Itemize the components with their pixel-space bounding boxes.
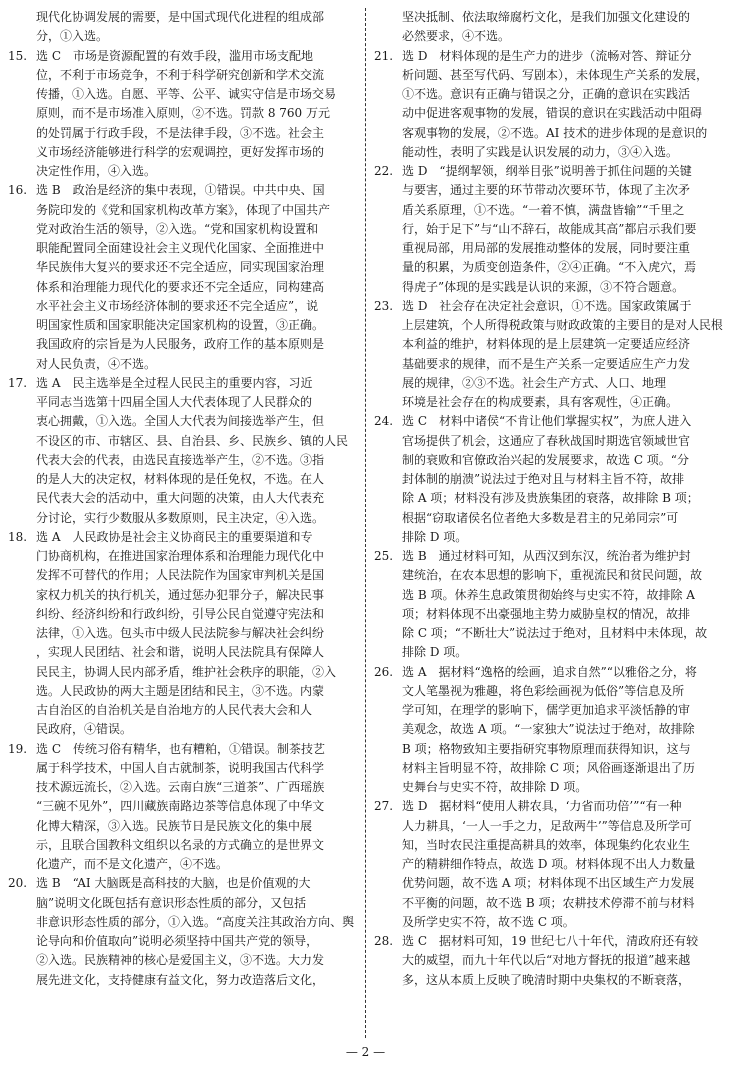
text-line: 建统治，在农本思想的影响下，重视流民和贫民问题，故	[402, 568, 703, 583]
question-number: 17.	[8, 375, 28, 390]
question-number: 26.	[374, 664, 394, 679]
text-line: 及所学史实不符，故不选 C 项。	[402, 914, 575, 929]
text-line: 行，始于足下”与“山不辞石，故能成其高”都启示我们要	[402, 221, 697, 236]
text-line: 义市场经济能够进行科学的宏观调控，更好发挥市场的	[36, 144, 325, 159]
text-line: 客观事物的发展，②不选。AI 技术的进步体现的是意识的	[402, 125, 708, 140]
text-line: 选 B “AI 大脑既是高科技的大脑，也是价值观的大	[36, 876, 311, 891]
text-line: 华民族伟大复兴的要求还不完全适应，同实现国家治理	[36, 260, 325, 275]
answer-item	[8, 181, 357, 374]
text-line: 不设区的市、市辖区、县、自治县、乡、民族乡、镇的人民	[36, 433, 349, 448]
left-column	[8, 8, 357, 1038]
text-line: 不平衡的问题，故不选 B 项；农耕技术停滞不前与材料	[402, 895, 695, 910]
text-line: 明国家性质和国家职能决定国家机构的设置，③正确。	[36, 318, 325, 332]
text-line: 学可知，在理学的影响下，儒学更加追求平淡恬静的审	[402, 703, 691, 717]
question-number: 21.	[374, 48, 394, 63]
text-line: 环境是社会存在的构成要素，具有客观性，④正确。	[402, 395, 679, 409]
text-line: 盾关系原理，①不选。“一着不慎，满盘皆输”“千里之	[402, 202, 685, 217]
text-line: 我国政府的宗旨是为人民服务，政府工作的基本原则是	[36, 337, 325, 352]
text-line: 排除 D 项。	[402, 529, 468, 544]
text-line: 封体制的崩溃”说法过于绝对且与材料主旨不符，故排	[402, 472, 685, 486]
text-line: 选 C 市场是资源配置的有效手段，滥用市场支配地	[36, 48, 313, 63]
answer-item	[8, 528, 357, 740]
text-line: 选 B 项。休养生息政策贯彻始终与史实不符，故排除 A	[402, 587, 695, 602]
answer-item	[8, 740, 357, 875]
text-line: 发挥不可替代的作用；人民法院作为国家审判机关是国	[36, 568, 325, 583]
answer-first-line	[374, 47, 723, 66]
text-line: 必然要求，④不选。	[402, 29, 511, 44]
text-line: 材料主旨明显不符，故排除 C 项；风俗画逐渐退出了历	[402, 760, 695, 775]
text-line: 选 B 政治是经济的集中表现，①错误。中共中央、国	[36, 183, 325, 198]
text-line: 除 C 项；“不断壮大”说法过于绝对，且材料中未体现，故	[402, 626, 708, 640]
answer-first-line	[374, 412, 723, 431]
answer-item	[374, 547, 723, 663]
answer-item	[374, 47, 723, 163]
text-line: 传播，①入选。自愿、平等、公平、诚实守信是市场交易	[36, 87, 337, 101]
text-line: 分讨论，实行少数服从多数原则，民主决定，④入选。	[36, 510, 325, 525]
question-number: 20.	[8, 876, 28, 891]
text-line: 基础要求的规律，而不是生产关系一定要适应生产力发	[402, 356, 691, 371]
text-line: 选 D 社会存在决定社会意识，①不选。国家政策属于	[402, 298, 692, 313]
text-line: 法律，①入选。包头市中级人民法院参与解决社会纠纷	[36, 626, 325, 640]
text-line: 水平社会主义市场经济体制的要求还不完全适应”，说	[36, 298, 319, 313]
text-line: 民政府，④错误。	[36, 722, 133, 737]
text-line: 选 B 通过材料可知，从西汉到东汉，统治者为维护封	[402, 549, 691, 563]
text-line: 优势问题，故不选 A 项；材料体现不出区域生产力发展	[402, 876, 695, 891]
answer-item	[374, 932, 723, 990]
text-line: 现代化协调发展的需要，是中国式现代化进程的组成部	[36, 10, 325, 24]
text-line: B 项；格物致知主要指研究事物原理而获得知识，这与	[402, 741, 691, 756]
text-line: 对人民负责，④不选。	[36, 356, 157, 371]
answer-first-line	[374, 297, 723, 316]
text-line: 重视局部，用局部的发展推动整体的发展，同时要注重	[402, 241, 691, 255]
question-number: 16.	[8, 183, 28, 198]
text-line: 本利益的维护，材料体现的是上层建筑一定要适应经济	[402, 337, 691, 352]
text-line: 化遗产，而不是文化遗产，④不选。	[36, 857, 229, 871]
text-line: 民民主，协调人民内部矛盾，维护社会秩序的职能，②入	[36, 664, 337, 679]
text-line: ①不选。意识有正确与错误之分，正确的意识在实践活	[402, 87, 691, 101]
text-line: 选 A 据材料“逸格的绘画，追求自然”“以雅俗之分，将	[402, 664, 697, 679]
question-number: 23.	[374, 298, 394, 313]
text-line: 项；材料体现不出豪强地主势力威胁皇权的情况，故排	[402, 606, 691, 621]
text-line: ②入选。民族精神的核心是爱国主义，③不选。大力发	[36, 953, 325, 968]
text-line: 衷心拥戴，①入选。全国人大代表为间接选举产生，但	[36, 414, 325, 429]
text-line: 的处罚属于行政手段，不是法律手段，③不选。社会主	[36, 125, 325, 140]
answer-first-line	[374, 663, 723, 682]
answer-item	[374, 297, 723, 413]
answer-first-line	[8, 374, 357, 393]
text-line: 务院印发的《党和国家机构改革方案》，体现了中国共产	[36, 202, 331, 217]
question-number: 19.	[8, 741, 28, 756]
text-line: 选 D 据材料“使用人耕农具，‘力省而功倍’”“有一种	[402, 799, 682, 814]
answer-first-line	[374, 162, 723, 181]
answer-first-line	[8, 47, 357, 66]
text-line: 动中促进客观事物的发展，错误的意识在实践活动中阻碍	[402, 106, 703, 121]
text-line: 党对政治生活的领导，②入选。“党和国家机构设置和	[36, 221, 319, 236]
text-line: 文人笔墨视为雅趣，将色彩绘画视为低俗”等信息及所	[402, 683, 685, 698]
text-line: 产的精耕细作特点，故选 D 项。材料体现不出人力数量	[402, 857, 696, 871]
text-line: 职能配置同全面建设社会主义现代化国家、全面推进中	[36, 241, 325, 255]
text-line: 古自治区的自治机关是自治地方的人民代表大会和人	[36, 703, 313, 717]
answer-item	[374, 663, 723, 798]
text-line: 位，不利于市场竞争，不利于科学研究创新和学术交流	[36, 67, 325, 82]
text-line: 论导向和价值取向”说明必须坚持中国共产党的领导，	[36, 934, 319, 948]
right-column	[374, 8, 723, 1038]
text-line: 家权力机关的执行机关，通过惩办犯罪分子，解决民事	[36, 587, 325, 602]
question-number: 28.	[374, 934, 394, 948]
text-line: 化博大精深，③入选。民族节日是民族文化的集中展	[36, 818, 313, 833]
text-line: 除 A 项；材料没有涉及贵族集团的衰落，故排除 B 项；	[402, 491, 699, 506]
answer-first-line	[374, 547, 723, 566]
text-line: ，实现人民团结、社会和谐，说明人民法院具有保障人	[36, 645, 325, 660]
question-number: 24.	[374, 414, 394, 429]
answer-first-line	[374, 797, 723, 816]
answer-item	[8, 47, 357, 182]
answer-first-line	[8, 528, 357, 547]
text-line: 代表大会的代表，由选民直接选举产生，②不选。③指	[36, 452, 325, 467]
continued-text	[8, 8, 357, 47]
text-line: 脑”说明文化既包括有意识形态性质的部分，又包括	[36, 895, 307, 910]
text-line: 制的衰败和官僚政治兴起的发展要求，故选 C 项。“分	[402, 452, 689, 467]
text-line: 坚决抵制、依法取缔腐朽文化，是我们加强文化建设的	[402, 10, 691, 24]
answer-item	[8, 874, 357, 990]
text-line: 选 C 传统习俗有精华，也有糟粕，①错误。制茶技艺	[36, 741, 325, 756]
text-line: 选 D 材料体现的是生产力的进步（流畅对答、辩证分	[402, 48, 692, 63]
text-line: 示，且联合国教科文组织以名录的方式确立的是世界文	[36, 837, 325, 852]
text-line: 决定性作用，④入选。	[36, 164, 157, 178]
text-line: 得虎子”体现的是实践是认识的来源，③不符合题意。	[402, 279, 685, 294]
text-line: 选 D “提纲挈领，纲举目张”说明善于抓住问题的关键	[402, 164, 692, 178]
text-line: 选 A 人民政协是社会主义协商民主的重要渠道和专	[36, 529, 313, 544]
text-line: 能动性，表明了实践是认识发展的动力，③④入选。	[402, 144, 679, 159]
text-line: 与要害，通过主要的环节带动次要环节，体现了主次矛	[402, 183, 691, 198]
text-line: 排除 D 项。	[402, 645, 468, 660]
text-line: 美观念，故选 A 项。“一家独大”说法过于绝对，故排除	[402, 722, 695, 737]
text-line: 析问题、甚至写代码、写剧本），未体现生产关系的发展，	[402, 67, 709, 82]
answer-item	[374, 797, 723, 932]
answer-item	[374, 412, 723, 547]
text-line: 选 A 民主选举是全过程人民民主的重要内容，习近	[36, 375, 313, 390]
text-line: 原则，而不是市场准入原则，②不选。罚款 8 760 万元	[36, 106, 330, 121]
text-line: 选 C 材料中诸侯“不肯让他们掌握实权”，为庶人进入	[402, 414, 692, 429]
question-number: 18.	[8, 529, 28, 544]
column-divider	[365, 8, 366, 1038]
answer-item	[374, 162, 723, 297]
text-line: 非意识形态性质的部分，①入选。“高度关注其政治方向、舆	[36, 914, 355, 929]
question-number: 15.	[8, 48, 28, 63]
text-line: 属于科学技术，中国人自古就制茶，说明我国古代科学	[36, 760, 325, 775]
text-line: 民代表大会的活动中，重大问题的决策，由人大代表充	[36, 491, 325, 506]
text-line: 大的威望，而九十年代以后“对地方督抚的报道”越来越	[402, 953, 691, 968]
answer-first-line	[8, 874, 357, 893]
answer-first-line	[8, 740, 357, 759]
text-line: 多，这从本质上反映了晚清时期中央集权的不断衰落，	[402, 972, 691, 987]
question-number: 27.	[374, 799, 394, 814]
text-line: 知，当时农民注重提高耕具的效率，体现集约化农业生	[402, 837, 691, 852]
text-line: 门协商机构，在推进国家治理体系和治理能力现代化中	[36, 549, 325, 563]
answer-item	[8, 374, 357, 528]
text-line: “三碗不见外”，四川藏族南路边茶等信息体现了中华文	[36, 799, 325, 814]
text-line: 技术源远流长，②入选。云南白族“三道茶”、广西瑶族	[36, 780, 325, 794]
text-line: 的是人大的决定权，材料体现的是任免权，不选。在人	[36, 472, 325, 486]
text-line: 纠纷、经济纠纷和行政纠纷，引导公民自觉遵守宪法和	[36, 606, 325, 621]
page-number: — 2 —	[345, 1045, 386, 1059]
text-line: 官场提供了机会，这通应了春秋战国时期选官领域世官	[402, 433, 691, 448]
text-line: 平同志当选第十四届全国人大代表体现了人民群众的	[36, 395, 313, 409]
question-number: 22.	[374, 164, 394, 178]
text-line: 展的规律，②③不选。社会生产方式、人口、地理	[402, 375, 667, 390]
continued-text	[374, 8, 723, 47]
text-line: 上层建筑，个人所得税政策与财政政策的主要目的是对人民根	[401, 318, 723, 332]
text-line: 量的积累，为质变创造条件，②④正确。“不入虎穴，焉	[402, 260, 697, 275]
text-line: 史舞台与史实不符，故排除 D 项。	[402, 780, 588, 794]
answer-first-line	[374, 932, 723, 951]
text-line: 体系和治理能力现代化的要求还不完全适应，同构建高	[36, 279, 325, 294]
text-line: 选。人民政协的两大主题是团结和民主，③不选。内蒙	[36, 683, 325, 698]
text-line: 分，①入选。	[36, 29, 109, 44]
answer-first-line	[8, 181, 357, 200]
text-line: 选 C 据材料可知，19 世纪七八十年代，清政府还有较	[402, 934, 699, 948]
text-line: 人力耕具，‘一人一手之力，足敌两牛’”等信息及所学可	[402, 818, 692, 833]
text-line: 展先进文化，支持健康有益文化，努力改造落后文化，	[36, 972, 325, 987]
text-line: 根据“窃取诸侯名位者绝大多数是君主的兄弟同宗”可	[402, 510, 679, 525]
question-number: 25.	[374, 549, 394, 563]
